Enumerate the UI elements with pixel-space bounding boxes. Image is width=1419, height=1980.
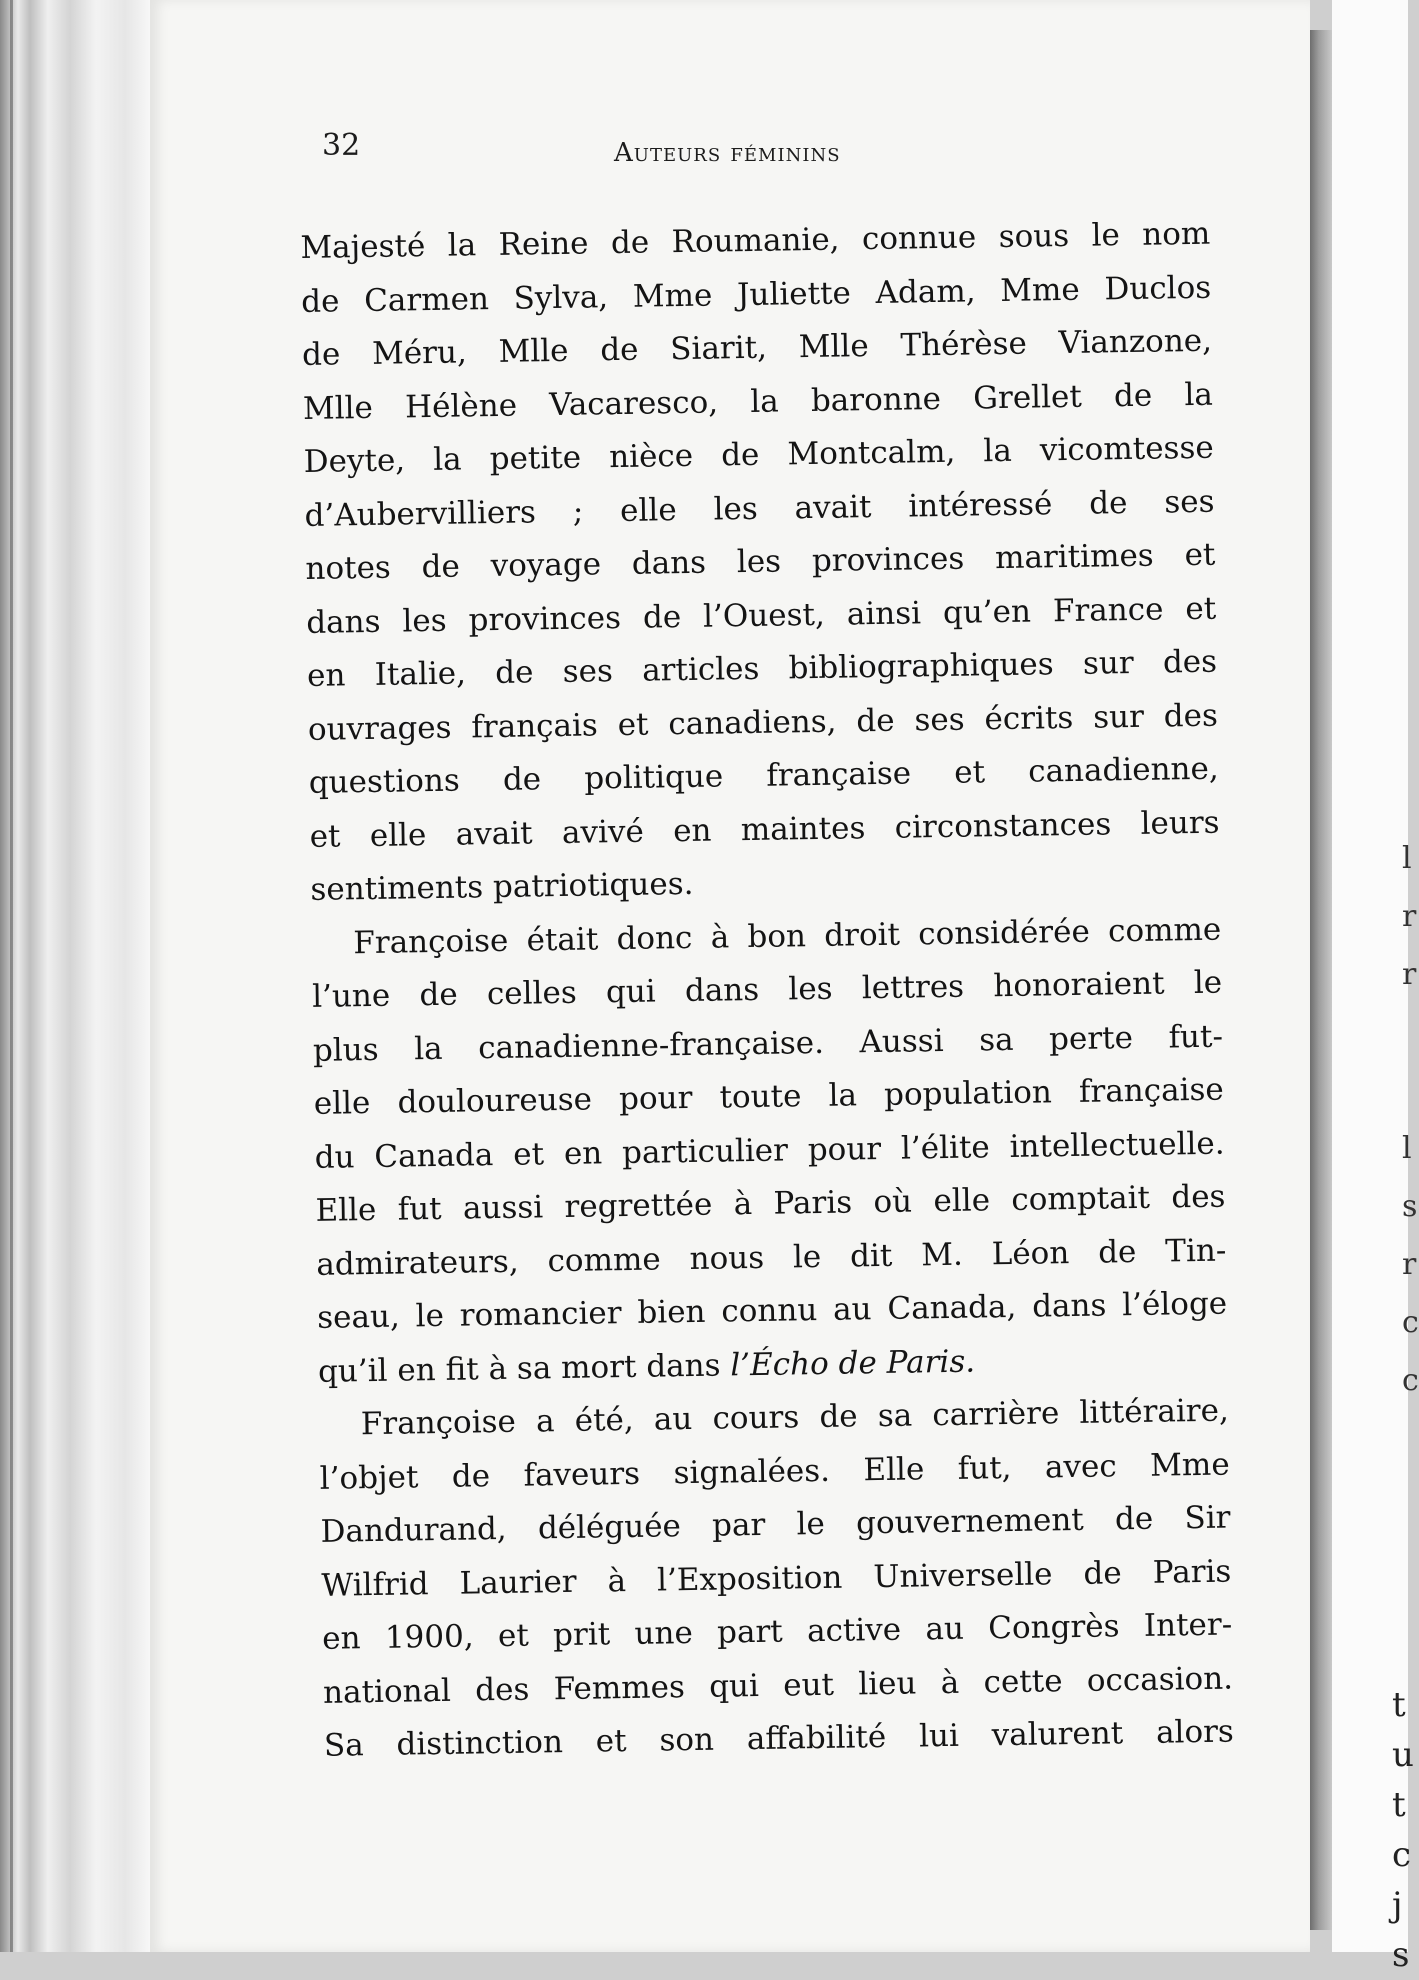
text-line: Wilfrid Laurier à l’Exposition Universelle de Paris — [321, 1553, 1232, 1604]
text-line: Majesté la Reine de Roumanie, connue sous le nom — [300, 215, 1211, 266]
facing-page-edge-marks: l r r l s r c c — [1402, 841, 1419, 1398]
text-line: notes de voyage dans les provinces maritimes et — [305, 536, 1216, 587]
text-line: de Carmen Sylva, Mme Juliette Adam, Mme Duclos — [300, 269, 1212, 320]
text-line: questions de politique française et canadienne, — [308, 750, 1219, 801]
text-line: Sa distinction et son affabilité lui valurent alors — [323, 1713, 1235, 1764]
text-span: qu’il en fit à sa mort dans — [317, 1346, 731, 1390]
facing-page — [1332, 0, 1419, 1975]
text-line: Deyte, la petite nièce de Montcalm, la vicomtesse — [303, 429, 1214, 480]
text-line: en 1900, et prit une part active au Congrès Inter- — [321, 1606, 1233, 1657]
text-line: national des Femmes qui eut lieu à cette occasion. — [322, 1660, 1234, 1711]
page-header — [322, 128, 1182, 178]
text-line: en Italie, de ses articles bibliographiques sur des — [306, 643, 1218, 694]
page-edge-shadow — [1310, 30, 1332, 1930]
body-text — [300, 208, 1234, 1774]
text-line: ouvrages français et canadiens, de ses écrits sur des — [307, 697, 1219, 748]
text-line: seau, le romancier bien connu au Canada, dans l’éloge — [316, 1285, 1228, 1336]
publication-title: l’Écho de Paris. — [730, 1343, 976, 1383]
book-binding — [0, 0, 150, 1952]
text-line: dans les provinces de l’Ouest, ainsi qu’en France et — [306, 590, 1217, 641]
text-line: du Canada et en particulier pour l’élite intellectuelle. — [314, 1125, 1225, 1176]
text-line: d’Aubervilliers ; elle les avait intéressé de ses — [304, 483, 1215, 534]
facing-page-edge-letters: t u t c j s — [1392, 1685, 1414, 1975]
text-line: Elle fut aussi regrettée à Paris où elle comptait des — [315, 1178, 1226, 1229]
text-line: Françoise était donc à bon droit considérée comme — [353, 911, 1222, 961]
text-line: sentiments patriotiques. — [310, 865, 694, 908]
text-line: admirateurs, comme nous le dit M. Léon de Tin- — [316, 1232, 1227, 1283]
text-line: de Méru, Mlle de Siarit, Mlle Thérèse Vianzone, — [301, 322, 1213, 373]
text-line: et elle avait avivé en maintes circonstances leurs — [309, 804, 1220, 855]
paragraph-2 — [311, 903, 1228, 1399]
text-line: Dandurand, déléguée par le gouvernement de Sir — [320, 1499, 1231, 1550]
text-line: l’objet de faveurs signalées. Elle fut, avec Mme — [319, 1446, 1230, 1497]
text-line: plus la canadienne-française. Aussi sa perte fut- — [312, 1018, 1224, 1069]
text-line: Mlle Hélène Vacaresco, la baronne Grellet de la — [302, 376, 1214, 427]
running-head: Auteurs féminins — [614, 138, 841, 168]
page-number: 32 — [322, 128, 361, 163]
text-line: l’une de celles qui dans les lettres honoraient le — [311, 964, 1223, 1015]
paragraph-1 — [300, 208, 1221, 918]
text-line: elle douloureuse pour toute la population française — [313, 1071, 1225, 1122]
paragraph-3 — [318, 1385, 1234, 1774]
text-line: Françoise a été, au cours de sa carrière littéraire, — [360, 1392, 1230, 1443]
